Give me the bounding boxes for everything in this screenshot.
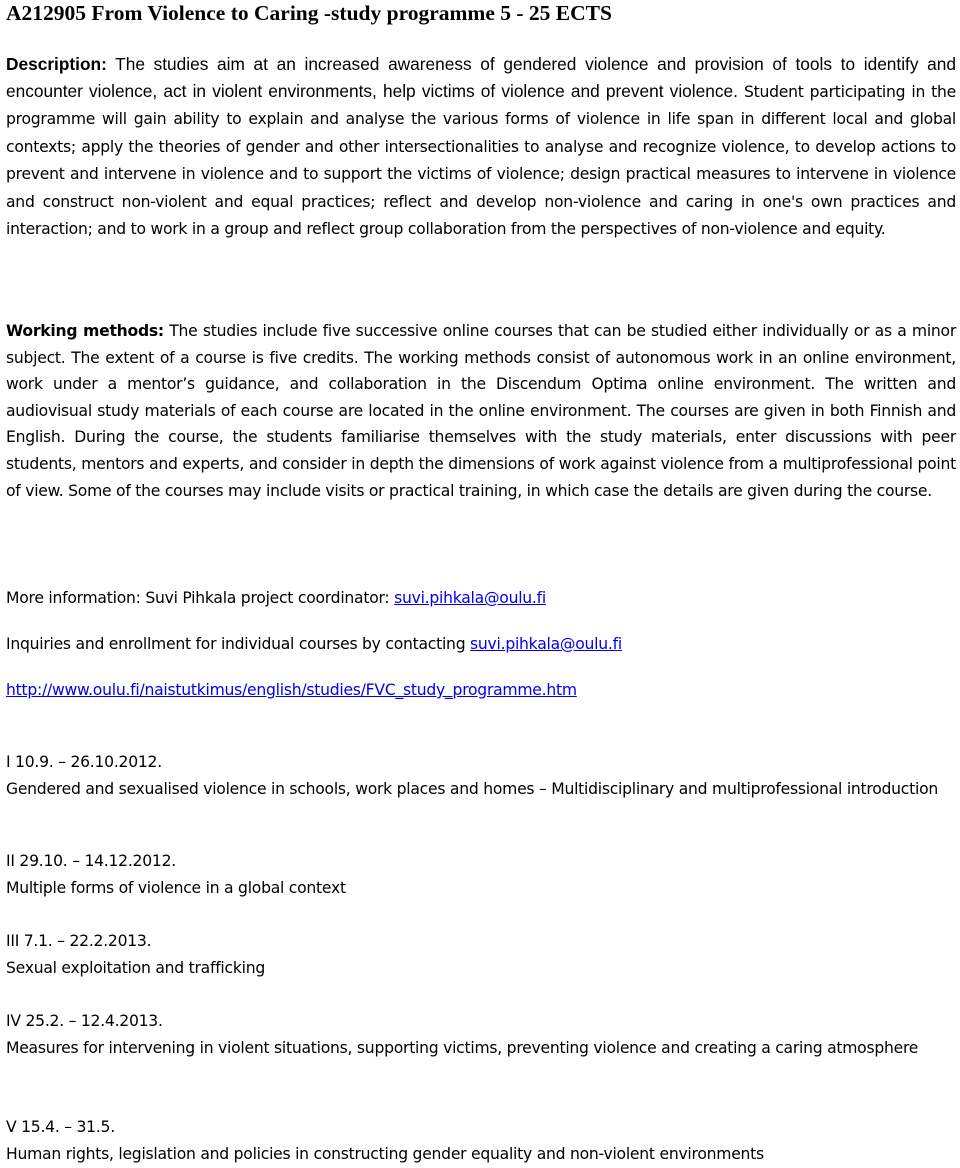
course-1-dates: I 10.9. – 26.10.2012. [6,753,162,771]
course-4-dates: IV 25.2. – 12.4.2013. [6,1012,163,1030]
course-3-dates: III 7.1. – 22.2.2013. [6,932,152,950]
description-paragraph [6,51,956,243]
course-5-dates: V 15.4. – 31.5. [6,1118,115,1136]
course-2 [6,848,956,901]
course-3 [6,928,956,981]
course-4 [6,1008,956,1061]
more-info-line [6,585,956,612]
working-methods-label: Working methods: [6,322,164,340]
page-title: A212905 From Violence to Caring -study programme 5 - 25 ECTS [6,1,612,25]
course-1 [6,749,956,802]
inquiries-line [6,631,956,658]
course-5 [6,1114,956,1167]
description-label: Description: [6,54,107,74]
working-methods-paragraph [6,318,956,504]
programme-url-line [6,677,956,704]
inquiries-text: Inquiries and enrollment for individual courses by contacting [6,635,471,653]
description-text-2: Student participating in the programme will gain ability to explain and analyse the various forms of violence in life span in different local and global contexts; apply the theories of gender and other intersectionalities to analyse and recognize violence, to develop actions to prevent and intervene in violence and to support the victims of violence; design practical measures to intervene in violence and construct non-violent and equal practices; reflect and develop non-violence and caring in one's own practices and interaction; and to work in a group and reflect group collaboration from the perspectives of non-violence and equity. [6,82,956,238]
working-methods-text: The studies include five successive online courses that can be studied either individually or as a minor subject. The extent of a course is five credits. The working methods consist of autonomous work in an online environment, work under a mentor’s guidance, and collaboration in the Discendum Optima online environment. The written and audiovisual study materials of each course are located in the online environment. The courses are given in both Finnish and English. During the course, the students familiarise themselves with the study materials, enter discussions with peer students, mentors and experts, and consider in depth the dimensions of work against violence from a multiprofessional point of view. Some of the courses may include visits or practical training, in which case the details are given during the course. [6,322,956,500]
enrollment-email-link[interactable]: suvi.pihkala@oulu.fi [470,635,622,653]
programme-url-link[interactable]: http://www.oulu.fi/naistutkimus/english/studies/FVC_study_programme.htm [6,681,577,699]
course-5-title: Human rights, legislation and policies in constructing gender equality and non-violent environments [6,1144,764,1163]
course-1-title: Gendered and sexualised violence in schools, work places and homes – Multidisciplinary and multiprofessional introduction [6,779,938,798]
course-4-title: Measures for intervening in violent situations, supporting victims, preventing violence and creating a caring atmosphere [6,1038,919,1057]
coordinator-email-link[interactable]: suvi.pihkala@oulu.fi [394,589,546,607]
course-3-title: Sexual exploitation and trafficking [6,958,265,977]
description-text: The studies aim at an increased awareness of gendered violence and provision of tools to identify and encounter violence, act in violent environments, help victims of violence and prevent violence. [6,54,956,101]
more-info-text: More information: Suvi Pihkala project coordinator: [6,589,395,607]
course-2-title: Multiple forms of violence in a global context [6,878,346,897]
course-2-dates: II 29.10. – 14.12.2012. [6,852,176,870]
